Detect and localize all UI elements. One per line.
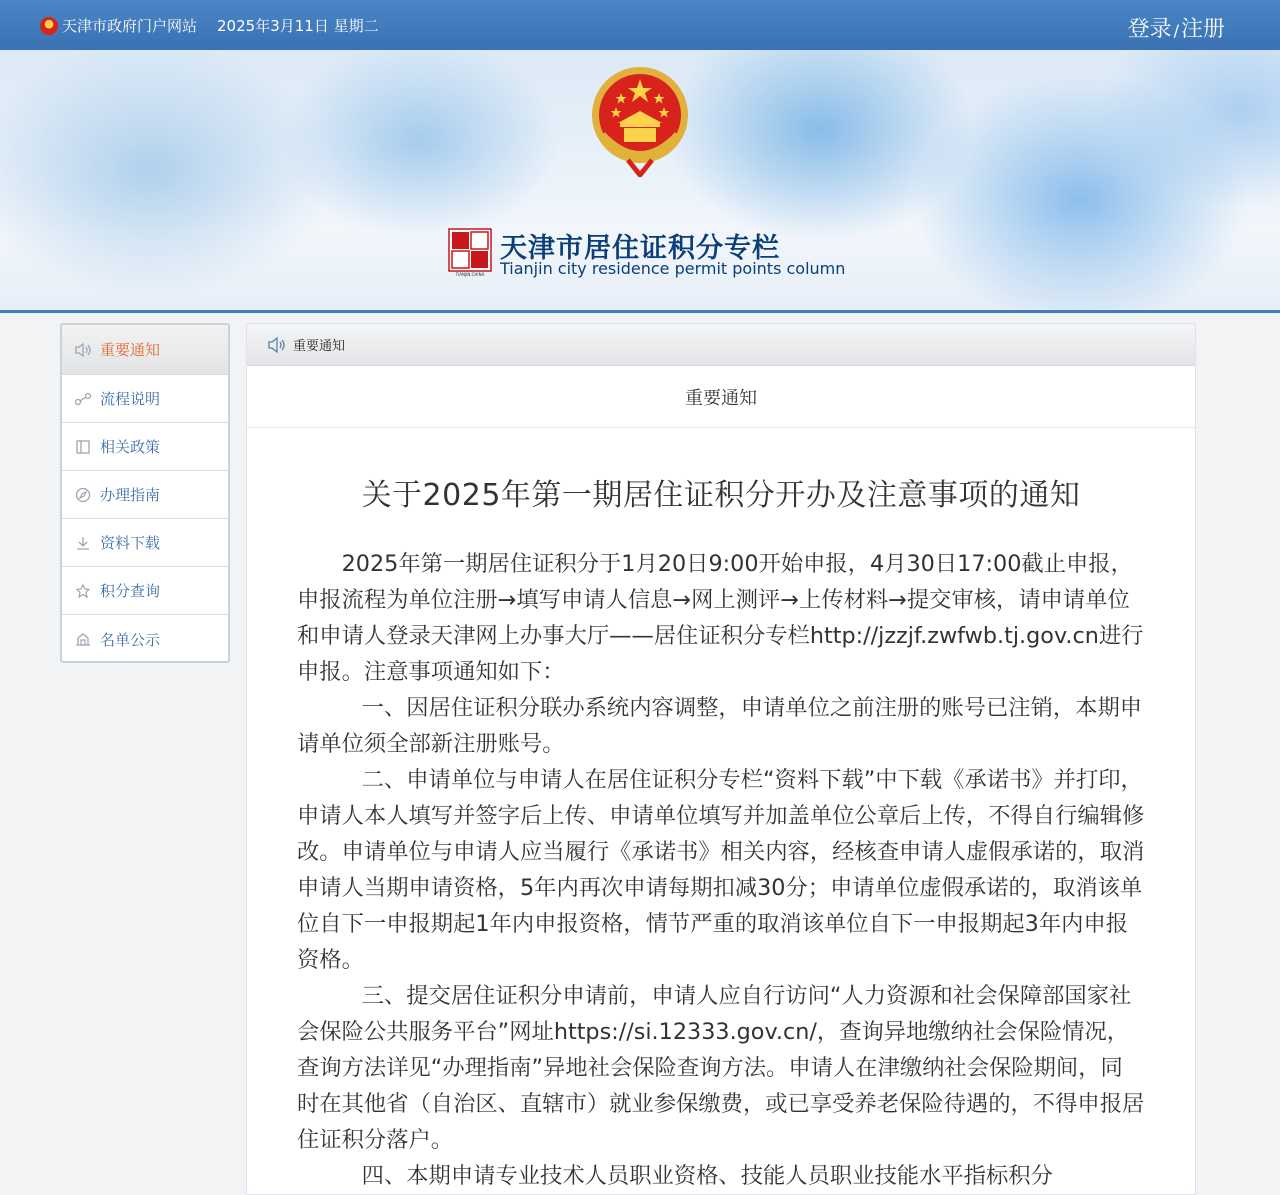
- top-bar: [0, 0, 1280, 50]
- header-banner: [0, 50, 1280, 310]
- article-body: [297, 546, 1145, 1194]
- sidebar-item-label: 积分查询: [100, 582, 161, 600]
- sidebar-item-policies[interactable]: [62, 423, 228, 471]
- auth-links: [1128, 12, 1225, 43]
- national-emblem-mini-icon: [40, 17, 58, 35]
- sidebar-item-process[interactable]: [62, 375, 228, 423]
- breadcrumb: 重要通知: [293, 339, 346, 354]
- section-title: 重要通知: [247, 366, 1195, 428]
- article-paragraph: 2025年第一期居住证积分于1月20日9:00开始申报，4月30日17:00截止申报，申报流程为单位注册→填写申请人信息→网上测评→上传材料→提交审核，请申请单位和申请人登录天津网上办事大厅——居住证积分专栏http://jzzjf.zwfwb.tj.gov.cn进行申报。注意事项通知如下：: [297, 551, 1144, 685]
- auth-separator: /: [1173, 21, 1179, 40]
- article-paragraph: 四、本期申请专业技术人员职业资格、技能人员职业技能水平指标积分: [361, 1163, 1053, 1189]
- sidebar-item-notices[interactable]: [62, 325, 228, 375]
- banner-title: 天津市居住证积分专栏: [500, 233, 780, 264]
- logo-caption: TIANJIN.CHINA: [455, 272, 485, 277]
- sidebar-item-points-query[interactable]: [62, 567, 228, 615]
- flow-icon: [74, 390, 92, 408]
- search-points-icon: [74, 582, 92, 600]
- tianjin-gov-logo-icon: [448, 228, 492, 278]
- login-link[interactable]: 登录: [1127, 17, 1172, 42]
- sidebar-item-label: 相关政策: [100, 438, 161, 456]
- register-link[interactable]: 注册: [1180, 17, 1225, 42]
- banner-subtitle: Tianjin city residence permit points column: [500, 259, 846, 278]
- banner-divider: [0, 310, 1280, 313]
- panel-header: [247, 324, 1195, 366]
- download-icon: [74, 534, 92, 552]
- article-title: 关于2025年第一期居住证积分开办及注意事项的通知: [361, 478, 1081, 513]
- book-icon: [74, 438, 92, 456]
- current-date: 2025年3月11日 星期二: [217, 17, 379, 35]
- building-icon: [74, 630, 92, 648]
- sidebar-item-downloads[interactable]: [62, 519, 228, 567]
- compass-icon: [74, 486, 92, 504]
- sidebar-item-label: 名单公示: [100, 630, 161, 649]
- article-paragraph: 二、申请单位与申请人在居住证积分专栏“资料下载”中下载《承诺书》并打印，申请人本人填写并签字后上传、申请单位填写并加盖单位公章后上传，不得自行编辑修改。申请单位与申请人应当履行《承诺书》相关内容，经核查申请人虚假承诺的，取消申请人当期申请资格，5年内再次申请每期扣减30分；申请单位虚假承诺的，取消该单位自下一申报期起1年内申报资格，情节严重的取消该单位自下一申报期起3年内申报资格。: [297, 767, 1145, 973]
- article-paragraph: 一、因居住证积分联办系统内容调整，申请单位之前注册的账号已注销，本期申请单位须全部新注册账号。: [297, 695, 1143, 757]
- sidebar-item-label: 资料下载: [100, 534, 161, 552]
- sidebar-item-label: 流程说明: [100, 390, 161, 408]
- top-bar-left: [40, 15, 379, 36]
- sidebar-item-label: 重要通知: [100, 341, 161, 359]
- sidebar-item-public-list[interactable]: [62, 615, 228, 663]
- sidebar-nav: [60, 323, 230, 663]
- article-paragraph: 三、提交居住证积分申请前，申请人应自行访问“人力资源和社会保障部国家社会保险公共服务平台”网址https://si.12333.gov.cn/，查询异地缴纳社会保险情况，查询方法详见“办理指南”异地社会保险查询方法。申请人在津缴纳社会保险期间，同时在其他省（自治区、直辖市）就业参保缴费，或已享受养老保险待遇的，不得申报居住证积分落户。: [297, 983, 1145, 1153]
- national-emblem-icon: [588, 65, 692, 177]
- main-panel: [246, 323, 1196, 1195]
- sidebar-item-label: 办理指南: [100, 486, 161, 504]
- speaker-icon: [74, 341, 92, 359]
- site-name-link[interactable]: 天津市政府门户网站: [62, 17, 198, 35]
- speaker-icon: [267, 336, 287, 354]
- sidebar-item-guide[interactable]: [62, 471, 228, 519]
